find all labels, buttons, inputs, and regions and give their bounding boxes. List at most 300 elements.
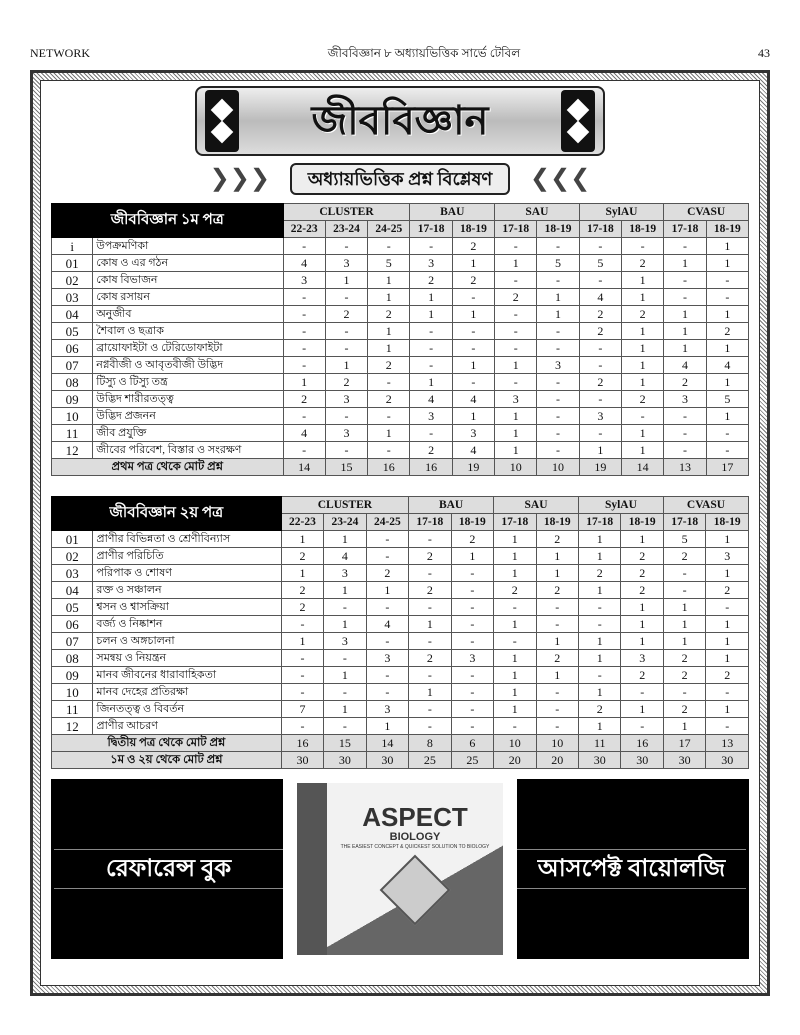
total-count: 13 (664, 459, 706, 476)
question-count: 2 (366, 565, 408, 582)
question-count: 1 (494, 565, 536, 582)
chapter-topic: মানব জীবনের ধারাবাহিকতা (93, 667, 281, 684)
question-count: 1 (621, 531, 663, 548)
chapter-number: 02 (52, 548, 93, 565)
group-header: CLUSTER (283, 204, 410, 221)
year-header: 24-25 (368, 221, 410, 238)
question-count: 1 (495, 357, 537, 374)
question-count: 1 (622, 374, 664, 391)
question-count: 1 (622, 289, 664, 306)
header-row-groups (52, 497, 749, 514)
question-count: 1 (663, 633, 705, 650)
question-count: - (410, 323, 452, 340)
total-count: 14 (622, 459, 664, 476)
total-count: 25 (451, 752, 493, 769)
question-count: - (664, 238, 706, 255)
running-header (30, 45, 770, 61)
question-count: 3 (579, 408, 621, 425)
header-row-groups (52, 204, 749, 221)
chapter-topic: জিনতত্ত্ব ও বিবর্তন (93, 701, 281, 718)
question-count: 2 (452, 238, 494, 255)
question-count: 1 (622, 442, 664, 459)
publisher-name: NETWORK (30, 46, 90, 60)
table-row (52, 255, 749, 272)
question-count: 2 (409, 650, 451, 667)
question-count: 1 (452, 306, 494, 323)
subtitle: অধ্যায়ভিত্তিক প্রশ্ন বিশ্লেষণ (290, 163, 510, 195)
question-count: - (451, 701, 493, 718)
question-count: 3 (537, 357, 579, 374)
question-count: - (536, 701, 578, 718)
table-row (52, 357, 749, 374)
table-row (52, 684, 749, 701)
question-count: 2 (578, 565, 620, 582)
group-header: SylAU (578, 497, 663, 514)
question-count: - (451, 582, 493, 599)
question-count: - (664, 425, 706, 442)
question-count: - (410, 238, 452, 255)
question-count: 1 (578, 548, 620, 565)
question-count: 1 (495, 255, 537, 272)
question-count: - (706, 684, 749, 701)
question-count: - (409, 718, 451, 735)
chapter-number: i (52, 238, 93, 255)
question-count: 1 (281, 531, 323, 548)
question-count: - (325, 289, 367, 306)
year-header: 17-18 (578, 514, 620, 531)
question-count: 2 (368, 306, 410, 323)
question-count: 2 (579, 374, 621, 391)
total-label: ১ম ও ২য় থেকে মোট প্রশ্ন (52, 752, 282, 769)
question-count: - (664, 289, 706, 306)
chapter-topic: পরিপাক ও শোষণ (93, 565, 281, 582)
question-count: 4 (579, 289, 621, 306)
question-count: 2 (621, 565, 663, 582)
total-count: 11 (578, 735, 620, 752)
total-count: 13 (706, 735, 749, 752)
table-row (52, 650, 749, 667)
chapter-topic: জীব প্রযুক্তি (93, 425, 283, 442)
chapter-number: 05 (52, 323, 93, 340)
question-count: 2 (281, 548, 323, 565)
total-count: 10 (536, 735, 578, 752)
chapter-topic: প্রাণীর পরিচিতি (93, 548, 281, 565)
question-count: 3 (495, 391, 537, 408)
question-count: 2 (579, 306, 621, 323)
question-count: - (283, 357, 325, 374)
question-count: 1 (706, 255, 748, 272)
table-row (52, 667, 749, 684)
question-count: - (537, 323, 579, 340)
question-count: 7 (281, 701, 323, 718)
question-count: 1 (536, 548, 578, 565)
question-count: - (366, 548, 408, 565)
table-row (52, 548, 749, 565)
question-count: 1 (621, 599, 663, 616)
question-count: - (706, 718, 749, 735)
question-count: - (579, 340, 621, 357)
question-count: 1 (410, 374, 452, 391)
chapter-number: 09 (52, 667, 93, 684)
question-count: 1 (706, 531, 749, 548)
table-row (52, 306, 749, 323)
question-count: - (368, 238, 410, 255)
question-count: - (536, 684, 578, 701)
question-count: - (409, 701, 451, 718)
question-count: 5 (537, 255, 579, 272)
question-count: - (410, 357, 452, 374)
year-header: 18-19 (622, 221, 664, 238)
question-count: 2 (536, 650, 578, 667)
chapter-number: 12 (52, 718, 93, 735)
question-count: - (368, 374, 410, 391)
question-count: 1 (368, 323, 410, 340)
question-count: - (283, 289, 325, 306)
question-count: 2 (621, 582, 663, 599)
question-count: - (325, 442, 367, 459)
question-count: 2 (410, 272, 452, 289)
chevron-left-icon: ❮❮❮ (530, 166, 591, 192)
question-count: 3 (410, 408, 452, 425)
question-count: - (495, 374, 537, 391)
question-count: 3 (621, 650, 663, 667)
book-cover-image (283, 779, 517, 959)
question-count: - (409, 599, 451, 616)
question-count: - (537, 391, 579, 408)
question-count: 1 (621, 701, 663, 718)
table-row (52, 408, 749, 425)
book-diamond-graphic (380, 855, 451, 926)
chapter-topic: কোষ বিভাজন (93, 272, 283, 289)
question-count: - (281, 667, 323, 684)
question-count: 3 (325, 425, 367, 442)
table-row (52, 599, 749, 616)
table-title: জীববিজ্ঞান ২য় পত্র (52, 497, 282, 531)
group-header: SylAU (579, 204, 664, 221)
question-count: 2 (452, 272, 494, 289)
question-count: - (451, 667, 493, 684)
question-count: 2 (536, 531, 578, 548)
year-header: 17-18 (579, 221, 621, 238)
chapter-number: 07 (52, 357, 93, 374)
question-count: 1 (494, 667, 536, 684)
year-header: 17-18 (494, 514, 536, 531)
question-count: 3 (325, 255, 367, 272)
table-title: জীববিজ্ঞান ১ম পত্র (52, 204, 284, 238)
table-row (52, 718, 749, 735)
question-count: 1 (494, 531, 536, 548)
question-count: 1 (494, 616, 536, 633)
question-count: - (283, 442, 325, 459)
question-count: 1 (366, 582, 408, 599)
question-count: 2 (664, 374, 706, 391)
year-header: 17-18 (664, 221, 706, 238)
chapter-number: 08 (52, 374, 93, 391)
question-count: 1 (578, 531, 620, 548)
question-count: 1 (664, 306, 706, 323)
question-count: 4 (452, 391, 494, 408)
table-row (52, 323, 749, 340)
chapter-topic: প্রাণীর বিভিন্নতা ও শ্রেণীবিন্যাস (93, 531, 281, 548)
chapter-number: 03 (52, 289, 93, 306)
question-count: 4 (324, 548, 366, 565)
question-count: 2 (494, 582, 536, 599)
question-count: 4 (452, 442, 494, 459)
chapter-topic: উদ্ভিদ শারীরতত্ত্ব (93, 391, 283, 408)
question-count: - (579, 272, 621, 289)
total-count: 15 (325, 459, 367, 476)
table-row (52, 616, 749, 633)
total-count: 16 (621, 735, 663, 752)
question-count: 2 (706, 582, 749, 599)
question-count: - (409, 565, 451, 582)
question-count: 1 (324, 582, 366, 599)
chapter-topic: রক্ত ও সঞ্চালন (93, 582, 281, 599)
group-header: SAU (494, 497, 579, 514)
total-count: 19 (452, 459, 494, 476)
question-count: - (366, 684, 408, 701)
question-count: 5 (663, 531, 705, 548)
total-count: 10 (495, 459, 537, 476)
year-header: 18-19 (451, 514, 493, 531)
question-count: - (366, 531, 408, 548)
chapter-number: 04 (52, 582, 93, 599)
question-count: 1 (281, 633, 323, 650)
question-count: 1 (706, 565, 749, 582)
question-count: - (325, 408, 367, 425)
total-count: 17 (706, 459, 748, 476)
question-count: 2 (409, 582, 451, 599)
question-count: 1 (663, 616, 705, 633)
question-count: - (324, 650, 366, 667)
group-header: BAU (409, 497, 494, 514)
question-count: - (578, 667, 620, 684)
total-count: 17 (663, 735, 705, 752)
year-header: 17-18 (663, 514, 705, 531)
question-count: - (663, 582, 705, 599)
question-count: - (495, 306, 537, 323)
running-title: জীববিজ্ঞান ৮ অধ্যায়ভিত্তিক সার্ভে টেবিল (327, 46, 521, 60)
total-count: 16 (368, 459, 410, 476)
question-count: 1 (495, 408, 537, 425)
group-header: CLUSTER (281, 497, 408, 514)
chapter-topic: মানব দেহের প্রতিরক্ষা (93, 684, 281, 701)
question-count: 5 (368, 255, 410, 272)
chapter-topic: প্রাণীর আচরণ (93, 718, 281, 735)
chapter-number: 06 (52, 340, 93, 357)
total-count: 15 (324, 735, 366, 752)
question-count: 1 (494, 701, 536, 718)
table-row (52, 633, 749, 650)
question-count: - (325, 340, 367, 357)
question-count: - (495, 238, 537, 255)
question-count: 2 (495, 289, 537, 306)
book-tagline: THE EASIEST CONCEPT & QUICKEST SOLUTION TO BIOLOGY (340, 844, 490, 850)
total-count: 16 (410, 459, 452, 476)
question-count: - (366, 633, 408, 650)
chapter-number: 10 (52, 408, 93, 425)
group-header: BAU (410, 204, 495, 221)
total-count: 10 (537, 459, 579, 476)
chapter-number: 01 (52, 255, 93, 272)
year-header: 22-23 (281, 514, 323, 531)
chapter-topic: বর্জ্য ও নিষ্কাশন (93, 616, 281, 633)
chapter-topic: নগ্নবীজী ও আবৃতবীজী উদ্ভিদ (93, 357, 283, 374)
question-count: - (621, 684, 663, 701)
year-header: 17-18 (410, 221, 452, 238)
chapter-topic: কোষ ও এর গঠন (93, 255, 283, 272)
question-count: - (368, 442, 410, 459)
year-header: 18-19 (537, 221, 579, 238)
question-count: 4 (664, 357, 706, 374)
question-count: - (495, 272, 537, 289)
question-count: 1 (324, 701, 366, 718)
question-count: 2 (622, 255, 664, 272)
question-count: - (281, 616, 323, 633)
table-row (52, 701, 749, 718)
question-count: 2 (578, 701, 620, 718)
question-count: - (663, 565, 705, 582)
ad-right-label: আসপেক্ট বায়োলজি (517, 849, 746, 889)
question-count: 1 (579, 442, 621, 459)
question-count: 3 (366, 701, 408, 718)
question-count: - (536, 616, 578, 633)
chapter-number: 06 (52, 616, 93, 633)
question-count: 2 (663, 548, 705, 565)
chapter-number: 07 (52, 633, 93, 650)
chapter-number: 11 (52, 425, 93, 442)
question-count: 3 (283, 272, 325, 289)
table-row (52, 238, 749, 255)
question-count: - (664, 408, 706, 425)
question-count: - (537, 238, 579, 255)
question-count: 1 (706, 650, 749, 667)
question-count: 1 (706, 238, 748, 255)
chapter-number: 10 (52, 684, 93, 701)
diamond-ornament-icon (561, 90, 595, 152)
question-count: - (451, 684, 493, 701)
total-count: 30 (621, 752, 663, 769)
chapter-topic: শৈবাল ও ছত্রাক (93, 323, 283, 340)
question-count: 4 (706, 357, 748, 374)
question-count: - (452, 340, 494, 357)
chapter-number: 03 (52, 565, 93, 582)
question-count: - (706, 599, 749, 616)
question-count: - (537, 442, 579, 459)
total-count: 30 (706, 752, 749, 769)
question-count: - (579, 238, 621, 255)
group-header: SAU (495, 204, 580, 221)
question-count: - (494, 599, 536, 616)
question-count: 1 (409, 616, 451, 633)
question-count: 1 (537, 306, 579, 323)
question-count: 3 (410, 255, 452, 272)
question-count: 3 (664, 391, 706, 408)
question-count: 2 (410, 442, 452, 459)
question-count: - (663, 684, 705, 701)
question-count: 1 (622, 272, 664, 289)
question-count: - (706, 289, 748, 306)
table-row (52, 391, 749, 408)
total-count: 30 (281, 752, 323, 769)
second-paper-table (51, 496, 749, 769)
question-count: 1 (664, 255, 706, 272)
chapter-topic: অনুজীব (93, 306, 283, 323)
question-count: - (368, 408, 410, 425)
question-count: - (325, 238, 367, 255)
year-header: 18-19 (536, 514, 578, 531)
question-count: 1 (536, 633, 578, 650)
first-paper-table (51, 203, 749, 476)
question-count: 1 (578, 684, 620, 701)
question-count: 2 (409, 548, 451, 565)
chapter-topic: ব্রায়োফাইটা ও টেরিডোফাইটা (93, 340, 283, 357)
question-count: 1 (409, 684, 451, 701)
total-count: 14 (366, 735, 408, 752)
question-count: 1 (706, 616, 749, 633)
chapter-number: 05 (52, 599, 93, 616)
total-count: 30 (366, 752, 408, 769)
question-count: - (451, 599, 493, 616)
year-header: 18-19 (621, 514, 663, 531)
question-count: - (451, 565, 493, 582)
question-count: 2 (451, 531, 493, 548)
page-content (50, 86, 750, 959)
question-count: 1 (495, 442, 537, 459)
question-count: 1 (664, 323, 706, 340)
total-count: 25 (409, 752, 451, 769)
question-count: - (536, 599, 578, 616)
question-count: - (579, 357, 621, 374)
question-count: 1 (578, 650, 620, 667)
question-count: 1 (494, 650, 536, 667)
question-count: 1 (325, 272, 367, 289)
question-count: 1 (622, 425, 664, 442)
total-count: 16 (281, 735, 323, 752)
question-count: - (452, 323, 494, 340)
question-count: 1 (325, 357, 367, 374)
total-row (52, 752, 749, 769)
question-count: 1 (452, 255, 494, 272)
chapter-topic: উদ্ভিদ প্রজনন (93, 408, 283, 425)
question-count: - (366, 667, 408, 684)
question-count: - (283, 306, 325, 323)
total-row (52, 459, 749, 476)
ad-left-label: রেফারেন্স বুক (54, 849, 283, 889)
table-row (52, 565, 749, 582)
question-count: - (325, 323, 367, 340)
question-count: - (283, 238, 325, 255)
question-count: - (283, 323, 325, 340)
table-row (52, 531, 749, 548)
chapter-number: 04 (52, 306, 93, 323)
chapter-number: 12 (52, 442, 93, 459)
question-count: 3 (325, 391, 367, 408)
question-count: 4 (366, 616, 408, 633)
diamond-ornament-icon (205, 90, 239, 152)
question-count: 1 (536, 667, 578, 684)
chapter-topic: চলন ও অঙ্গচালনা (93, 633, 281, 650)
question-count: 2 (621, 548, 663, 565)
total-count: 20 (494, 752, 536, 769)
total-count: 20 (536, 752, 578, 769)
question-count: 1 (410, 306, 452, 323)
question-count: 2 (706, 667, 749, 684)
total-count: 30 (324, 752, 366, 769)
question-count: 1 (537, 289, 579, 306)
question-count: 2 (663, 650, 705, 667)
question-count: - (451, 718, 493, 735)
